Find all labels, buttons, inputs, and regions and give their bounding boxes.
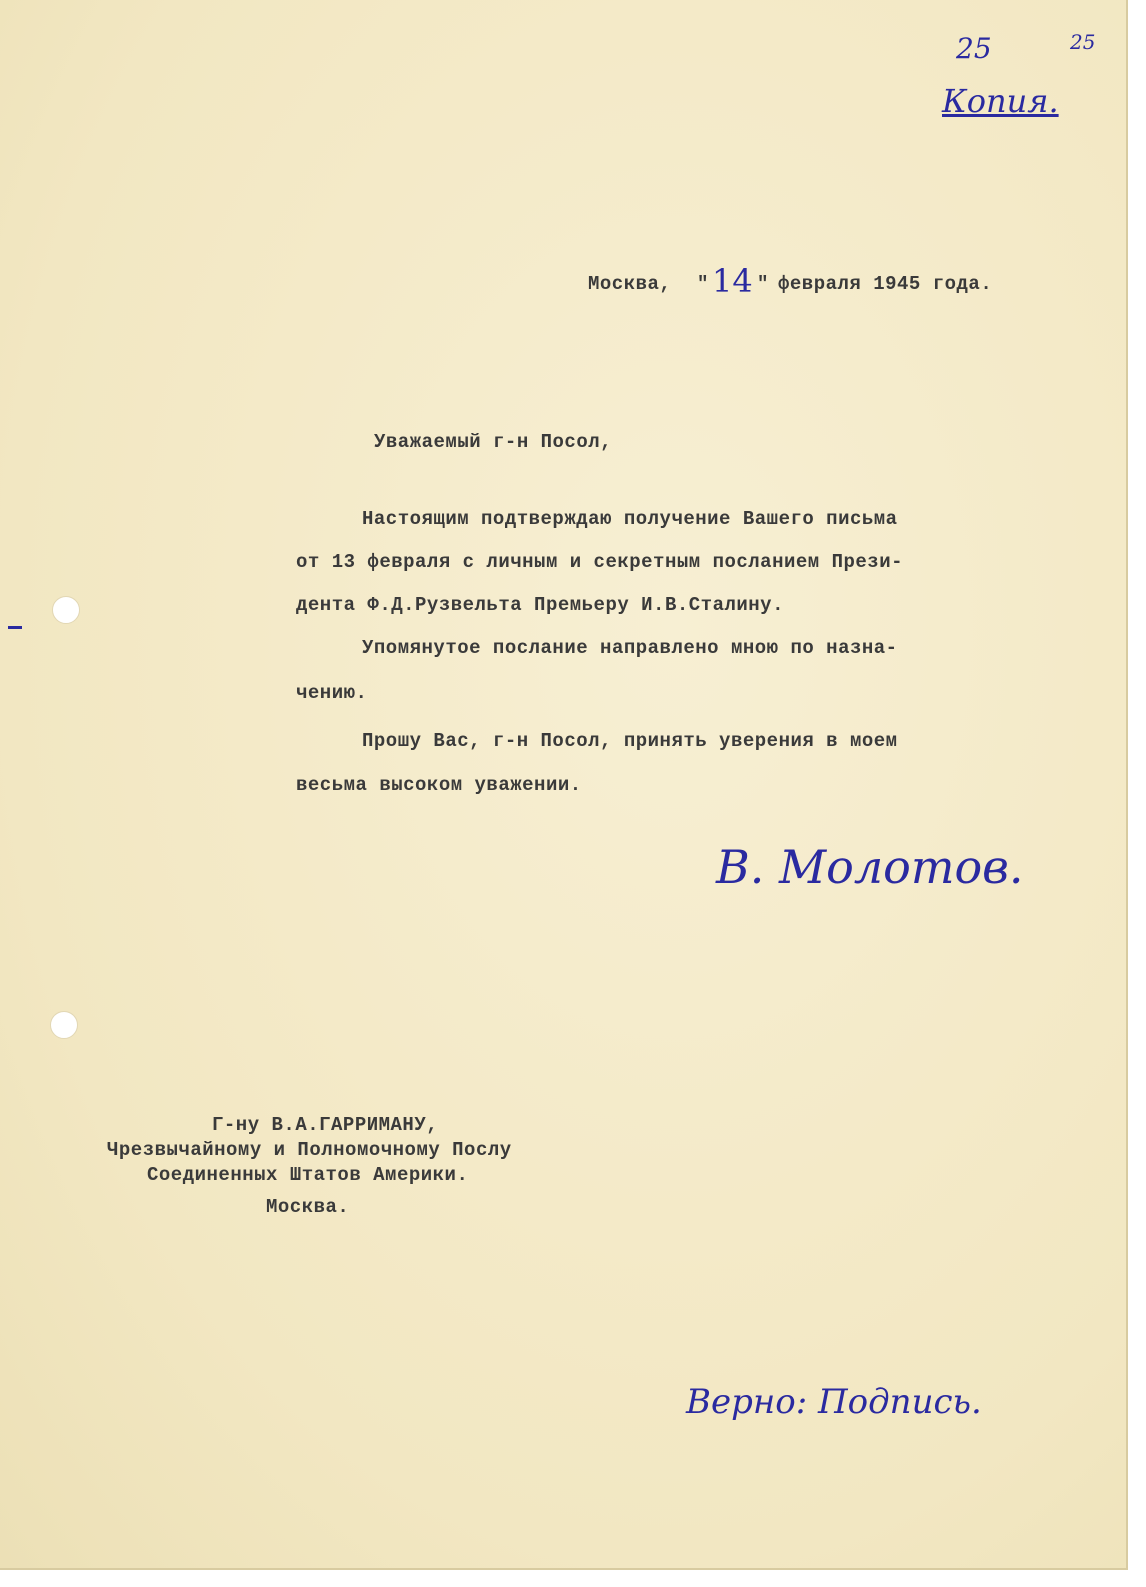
date-open-quote: " — [697, 273, 709, 295]
signature: В. Молотов. — [716, 840, 1024, 894]
punch-hole-top — [52, 596, 80, 624]
body-line: дента Ф.Д.Рузвельта Премьеру И.В.Сталину. — [296, 594, 784, 616]
body-line: Прошу Вас, г-н Посол, принять уверения в моем — [362, 730, 898, 752]
margin-mark — [8, 626, 22, 629]
verification-note: Верно: Подпись. — [686, 1382, 982, 1422]
addressee-line: Г-ну В.А.ГАРРИМАНУ, — [212, 1114, 439, 1136]
body-line: Настоящим подтверждаю получение Вашего письма — [362, 508, 898, 530]
body-line: от 13 февраля с личным и секретным посланием Прези- — [296, 551, 903, 573]
date-day: 14 — [712, 262, 753, 300]
copy-note: Копия. — [942, 82, 1059, 120]
archive-number: 25 — [956, 32, 992, 65]
archive-number-corner: 25 — [1070, 30, 1096, 54]
addressee-line: Соединенных Штатов Америки. — [147, 1164, 469, 1186]
addressee-line: Москва. — [266, 1196, 350, 1218]
date-close-quote: " — [757, 273, 769, 295]
date-rest: февраля 1945 года. — [778, 273, 993, 295]
body-line: чению. — [296, 682, 368, 704]
salutation: Уважаемый г-н Посол, — [374, 431, 613, 453]
date-place: Москва, — [588, 273, 672, 295]
punch-hole-bottom — [50, 1011, 78, 1039]
addressee-line: Чрезвычайному и Полномочному Послу — [107, 1139, 512, 1161]
body-line: Упомянутое послание направлено мною по назна- — [362, 637, 898, 659]
body-line: весьма высоком уважении. — [296, 774, 582, 796]
